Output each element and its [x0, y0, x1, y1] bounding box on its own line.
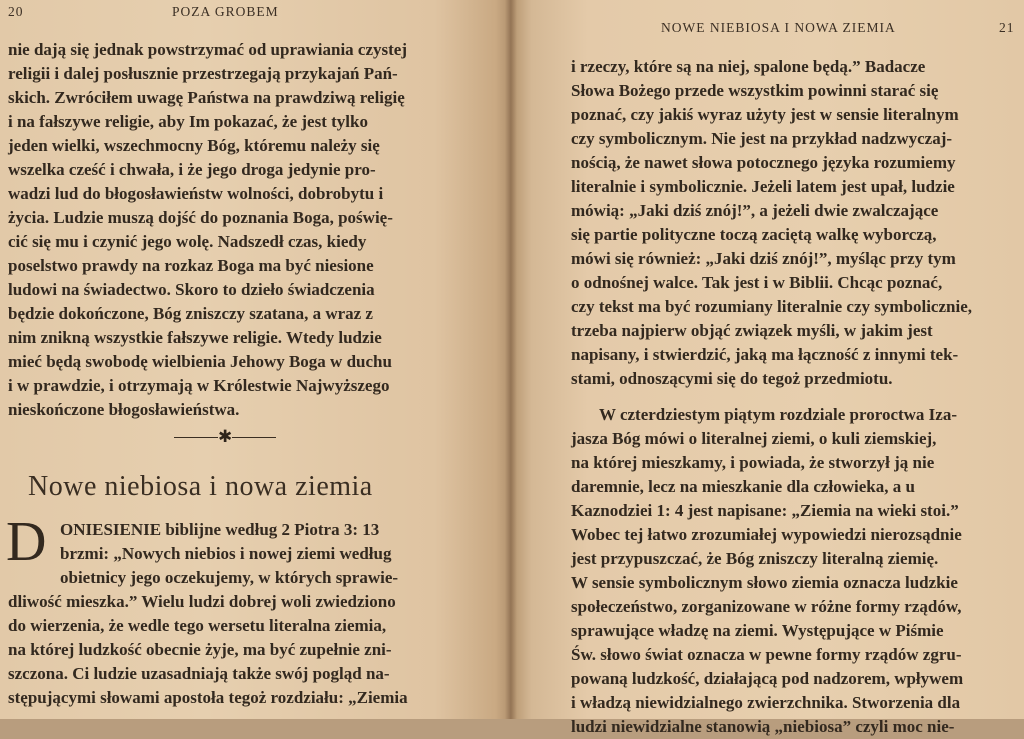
text-line: czy tekst ma być rozumiany literalnie czy symbolicznie,: [571, 297, 972, 316]
text-line: poznać, czy jakiś wyraz użyty jest w sensie literalnym: [571, 105, 959, 124]
text-line: stępującymi słowami apostoła tegoż rozdziału: „Ziemia: [8, 688, 408, 707]
text-line: W sensie symbolicznym słowo ziemia oznacza ludzkie: [571, 573, 958, 592]
text-line: nie dają się jednak powstrzymać od uprawiania czystej: [8, 40, 408, 59]
text-line: na której mieszkamy, i powiada, że stworzył ją nie: [571, 453, 935, 472]
text-line: nieskończone błogosławieństwa.: [8, 400, 240, 419]
ornament-divider: [174, 429, 276, 447]
text-line: obietnicy jego oczekujemy, w których sprawie-: [60, 568, 399, 587]
text-line: i na fałszywe religie, aby Im pokazać, że jest tylko: [8, 112, 368, 131]
text-line: o odnośnej walce. Tak jest i w Biblii. Chcąc poznać,: [571, 273, 943, 292]
text-line: i władzą niewidzialnego zwierzchnika. Stworzenia dla: [571, 693, 961, 712]
text-line: stami, odnoszącymi się do tegoż przedmiotu.: [571, 369, 893, 388]
text-line: Św. słowo świat oznacza w pewne formy rządów zgru-: [571, 645, 962, 664]
text-line: ludzi niewidzialne stanowią „niebiosa” czyli moc nie-: [571, 717, 955, 736]
left-running-head: POZA GROBEM: [172, 4, 279, 19]
text-line: się partie polityczne toczą zaciętą walkę wyborczą,: [571, 225, 937, 244]
text-line: poselstwo prawdy na rozkaz Boga ma być niesione: [8, 256, 374, 275]
text-line: Wobec tej łatwo zrozumiałej wypowiedzi nierozsądnie: [571, 525, 962, 544]
text-line: napisany, i stwierdzić, jaką ma łączność z innymi tek-: [571, 345, 959, 364]
text-line: nością, że nawet słowa potocznego języka rozumiemy: [571, 153, 956, 172]
text-line: do wierzenia, że wedle tego wersetu literalna ziemia,: [8, 616, 387, 635]
text-line: brzmi: „Nowych niebios i nowej ziemi według: [60, 544, 392, 563]
divider-line: [174, 437, 218, 438]
text-line: W czterdziestym piątym rozdziale proroctwa Iza-: [599, 405, 958, 424]
text-line: ludowi na świadectwo. Skoro to dzieło świadczenia: [8, 280, 375, 299]
text-line: wszelka cześć i chwała, i że jego droga jedynie pro-: [8, 160, 376, 179]
text-line: mieć będą swobodę wielbienia Jehowy Boga w duchu: [8, 352, 392, 371]
text-line: cić się mu i czynić jego wolę. Nadszedł czas, kiedy: [8, 232, 367, 251]
text-line: skich. Zwróciłem uwagę Państwa na prawdziwą religię: [8, 88, 405, 107]
text-line: dliwość mieszka.” Wielu ludzi dobrej woli zwiedziono: [8, 592, 396, 611]
text-line: daremnie, lecz na mieszkanie dla człowieka, a u: [571, 477, 915, 496]
right-running-head: NOWE NIEBIOSA I NOWA ZIEMIA: [661, 20, 896, 35]
text-line: jasza Bóg mówi o literalnej ziemi, o kuli ziemskiej,: [571, 429, 937, 448]
divider-line: [232, 437, 276, 438]
text-line: wadzi lud do błogosławieństw wolności, dobrobytu i: [8, 184, 384, 203]
drop-cap: D: [6, 511, 47, 573]
text-line: życia. Ludzie muszą dojść do poznania Boga, poświę-: [8, 208, 393, 227]
text-line: jest przypuszczać, że Bóg zniszczy literalną ziemię.: [571, 549, 939, 568]
text-line: społeczeństwo, zorganizowane w różne formy rządów,: [571, 597, 962, 616]
text-line: Słowa Bożego przede wszystkim powinni starać się: [571, 81, 939, 100]
text-line: jeden wielki, wszechmocny Bóg, któremu należy się: [8, 136, 380, 155]
right-page: [511, 0, 1024, 736]
text-line: czy symbolicznym. Nie jest na przykład nadzwyczaj-: [571, 129, 953, 148]
star-icon: ✱: [218, 427, 233, 446]
text-line: ONIESIENIE biblijne według 2 Piotra 3: 13: [60, 520, 380, 539]
text-line: powaną ludzkość, działającą pod nadzorem, wpływem: [571, 669, 964, 688]
book-spine: [505, 0, 517, 719]
text-line: sprawujące władzę na ziemi. Występujące w Piśmie: [571, 621, 944, 640]
right-page-number: 21: [999, 20, 1015, 35]
text-line: będzie dokończone, Bóg zniszczy szatana, a wraz z: [8, 304, 373, 323]
text-line: mówią: „Jaki dziś znój!”, a jeżeli dwie zwalczające: [571, 201, 939, 220]
text-line: nim znikną wszystkie fałszywe religie. Wtedy ludzie: [8, 328, 382, 347]
left-page: [0, 0, 511, 719]
text-line: trzeba najpierw objąć związek myśli, w jakim jest: [571, 321, 933, 340]
text-line: i rzeczy, które są na niej, spalone będą.” Badacze: [571, 57, 926, 76]
text-line: Kaznodziei 1: 4 jest napisane: „Ziemia na wieki stoi.”: [571, 501, 959, 520]
text-line: mówi się również: „Jaki dziś znój!”, myśląc przy tym: [571, 249, 956, 268]
section-title: Nowe niebiosa i nowa ziemia: [28, 471, 373, 502]
text-line: i w prawdzie, i otrzymają w Królestwie Najwyższego: [8, 376, 390, 395]
text-line: na której ludzkość obecnie żyje, ma być zupełnie zni-: [8, 640, 392, 659]
text-line: literalnie i symbolicznie. Jeżeli latem jest upał, ludzie: [571, 177, 955, 196]
text-line: szczona. Ci ludzie uzasadniają także swój pogląd na-: [8, 664, 390, 683]
text-line: religii i dalej posłusznie przestrzegają przykajań Pań-: [8, 64, 398, 83]
left-page-number: 20: [8, 4, 24, 19]
